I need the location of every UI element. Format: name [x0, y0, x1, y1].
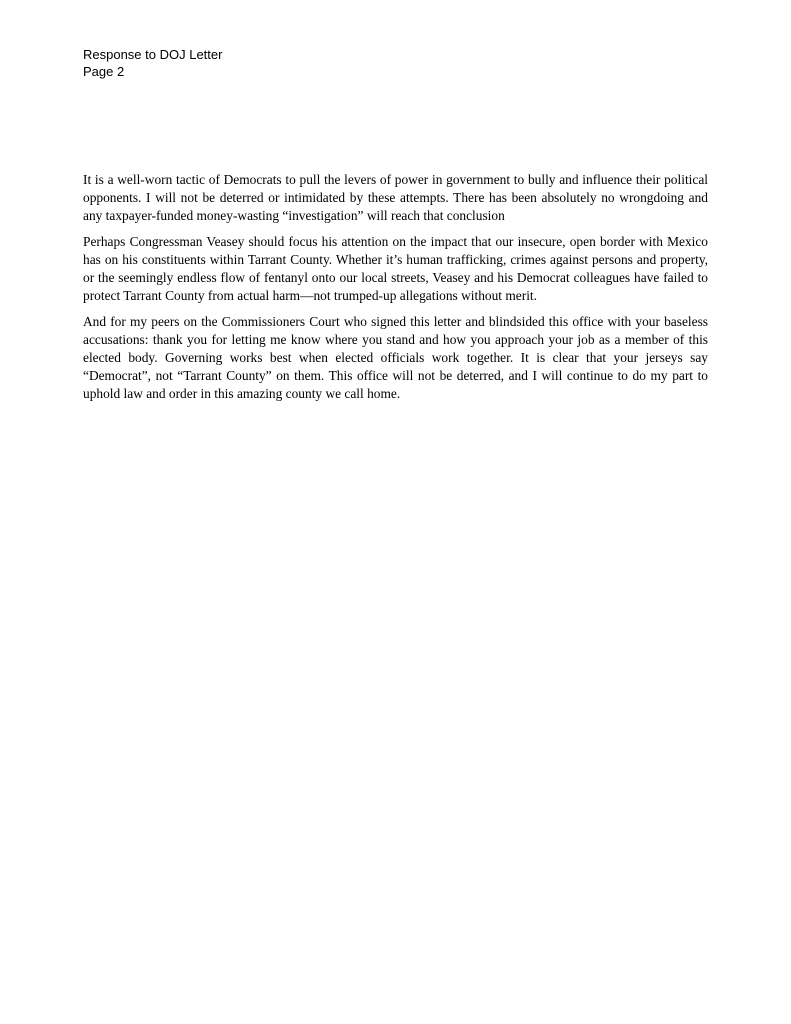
paragraph-2: Perhaps Congressman Veasey should focus his attention on the impact that our insecure, open border with Mexico has on his constituents within Tarrant County. Whether it’s human trafficking, crimes against persons and property, or the seemingly endless flow of fentanyl onto our local streets, Veasey and his Democrat colleagues have failed to protect Tarrant County from actual harm—not trumped-up allegations without merit. — [83, 234, 708, 303]
document-title: Response to DOJ Letter — [83, 47, 223, 62]
page-header — [83, 46, 222, 80]
page-number: Page 2 — [83, 64, 125, 79]
paragraph-1: It is a well-worn tactic of Democrats to pull the levers of power in government to bully and influence their political opponents. I will not be deterred or intimidated by these attempts. There has been absolutely no wrongdoing and any taxpayer-funded money-wasting “investigation” will reach that conclusion — [83, 172, 708, 223]
paragraph-3: And for my peers on the Commissioners Court who signed this letter and blindsided this office with your baseless accusations: thank you for letting me know where you stand and how you approach your job as a member of this elected body. Governing works best when elected officials work together. It is clear that your jerseys say “Democrat”, not “Tarrant County” on them. This office will not be deterred, and I will continue to do my part to uphold law and order in this amazing county we call home. — [83, 314, 708, 401]
letter-body — [83, 171, 708, 411]
